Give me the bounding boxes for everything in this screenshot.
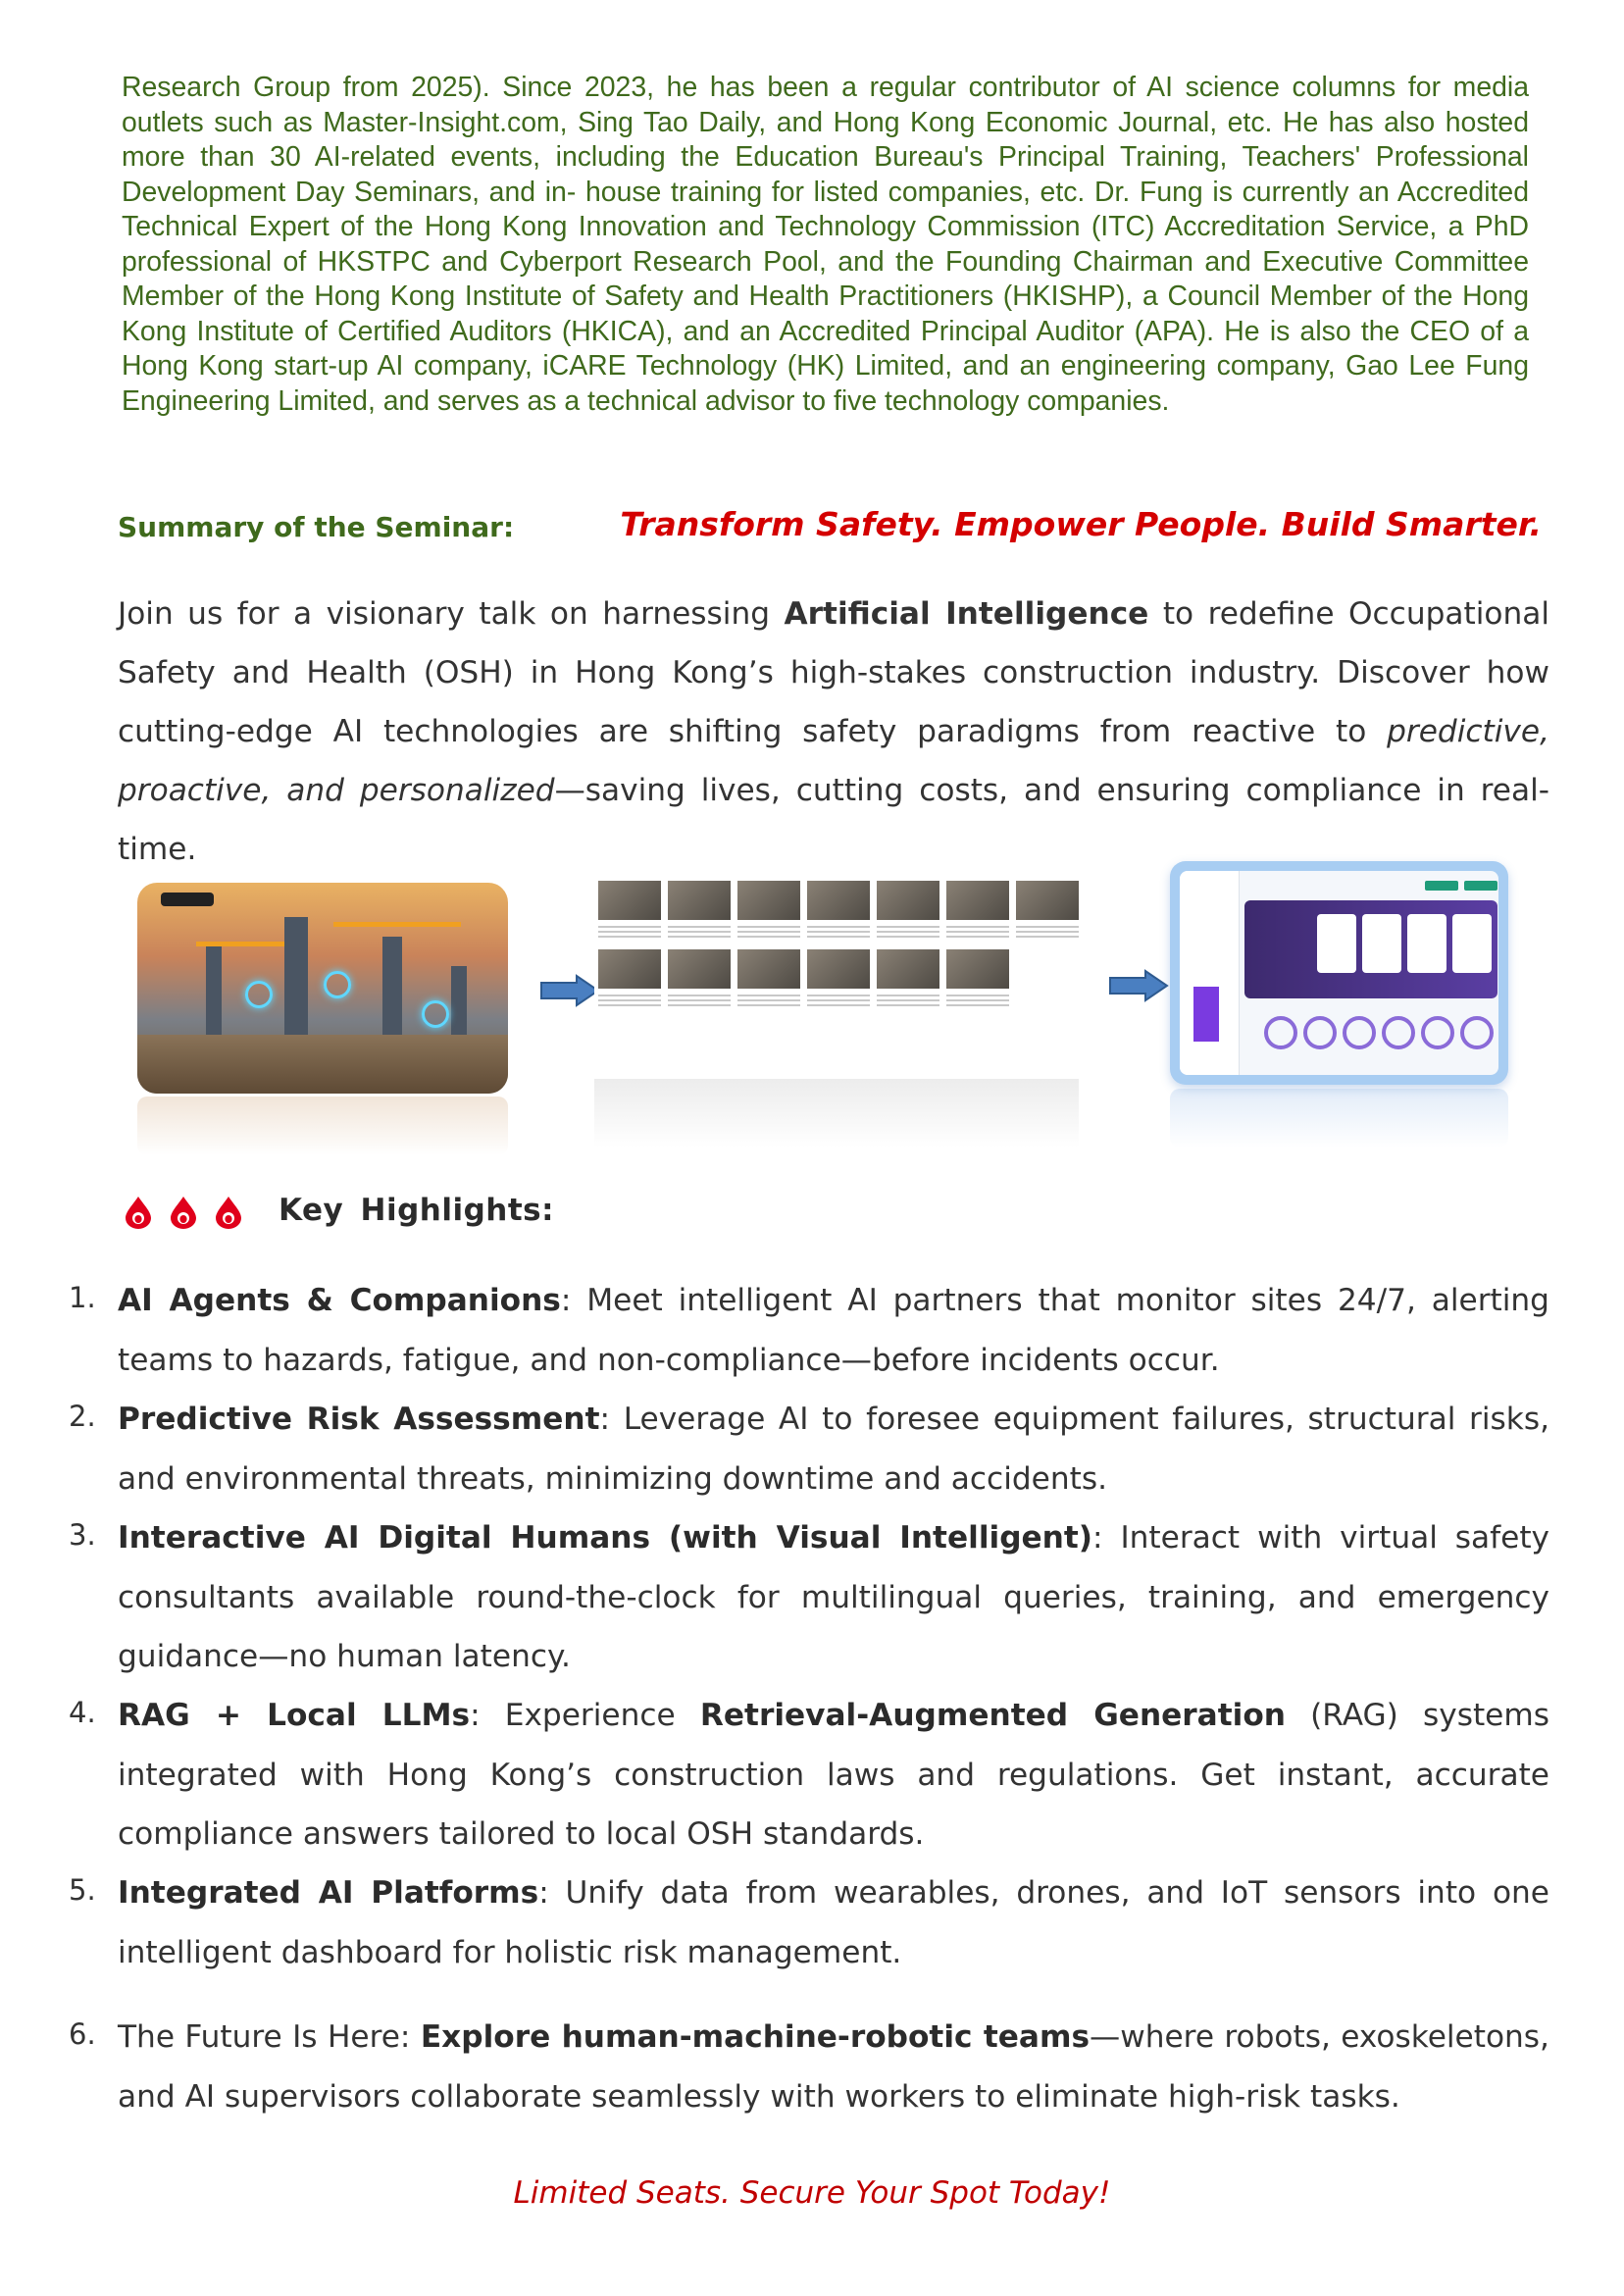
crane-arm: [333, 922, 461, 927]
right-arrow-icon: [1108, 969, 1169, 1002]
dashboard-ring-chart: [1343, 1016, 1376, 1049]
item-title: Interactive AI Digital Humans (with Visual Intelligent): [118, 1520, 1093, 1556]
blood-drop-icon: [122, 1195, 155, 1230]
list-number: 1.: [69, 1281, 96, 1314]
dashboard-sidebar: [1180, 871, 1240, 1075]
list-item-text: [118, 1508, 1549, 1687]
dashboard-button: [1464, 881, 1497, 891]
intro-text-start: Join us for a visionary talk on harnessing: [118, 596, 785, 632]
dashboard-ring-chart: [1264, 1016, 1297, 1049]
item-title: RAG + Local LLMs: [118, 1698, 471, 1733]
list-number: 2.: [69, 1400, 96, 1433]
dashboard-ring-chart: [1303, 1016, 1337, 1049]
hazard-detection-grid-screenshot: [594, 881, 1079, 1077]
site-photo-thumbnail: [668, 881, 731, 920]
site-photo-thumbnail: [1016, 881, 1079, 920]
dashboard-button: [1425, 881, 1458, 891]
site-photo-thumbnail: [598, 949, 661, 989]
intro-text-middle: to redefine Occupational Safety and Health (OSH) in Hong Kong’s high-stakes construction industry. Discover how cutting-edge AI technologies are shifting safety paradigms from reactive to: [118, 596, 1550, 749]
intro-bold-ai: Artificial Intelligence: [784, 596, 1149, 632]
list-number: 4.: [69, 1696, 96, 1729]
dashboard-card: [1362, 914, 1401, 973]
item-description-continued: (RAG) systems integrated with Hong Kong’s construction laws and regulations. Get instant, accurate compliance answers tailored to local OSH standards.: [118, 1698, 1550, 1852]
dashboard-ring-chart: [1460, 1016, 1494, 1049]
drone-graphic: [161, 893, 214, 906]
list-item-text: [118, 2008, 1549, 2126]
list-item-text: [118, 1686, 1549, 1864]
hologram-icon: [422, 1000, 449, 1028]
list-item-text: [118, 1390, 1549, 1508]
blood-drop-icon: [167, 1195, 200, 1230]
list-item-text: [118, 1271, 1549, 1390]
site-photo-thumbnail: [877, 881, 939, 920]
intro-text-end: —saving lives, cutting costs, and ensuring compliance in real-time.: [118, 773, 1549, 867]
list-item-text: [118, 1863, 1549, 1982]
item-title: Explore human-machine-robotic teams: [420, 2019, 1091, 2055]
item-lead: The Future Is Here:: [118, 2019, 421, 2055]
summary-header: [118, 505, 1542, 554]
item-description: : Experience: [470, 1698, 700, 1733]
key-highlights-title: Key Highlights:: [279, 1193, 555, 1228]
hologram-icon: [324, 971, 351, 998]
site-photo-thumbnail: [946, 881, 1009, 920]
hologram-icon: [245, 981, 273, 1008]
item-title: Integrated AI Platforms: [118, 1875, 539, 1911]
site-photo-thumbnail: [807, 881, 870, 920]
intro-italic-phrase: predictive, proactive, and personalized: [118, 714, 1549, 808]
dashboard-screenshot: [1170, 861, 1508, 1085]
item-title: AI Agents & Companions: [118, 1283, 561, 1318]
right-arrow-icon: [539, 974, 600, 1007]
speaker-bio: Research Group from 2025). Since 2023, he has been a regular contributor of AI science columns for media outlets such as Master-Insight.com, Sing Tao Daily, and Hong Kong Economic Journal, etc. He has also hosted more than 30 AI-related events, including the Education Bureau's Principal Training, Teachers' Professional Development Day Seminars, and in- house training for listed companies, etc. Dr. Fung is currently an Accredited Technical Expert of the Hong Kong Innovation and Technology Commission (ITC) Accreditation Service, a PhD professional of HKSTPC and Cyberport Research Pool, and the Founding Chairman and Executive Committee Member of the Hong Kong Institute of Safety and Health Practitioners (HKISHP), a Council Member of the Hong Kong Institute of Certified Auditors (HKICA), and an Accredited Principal Auditor (APA). He is also the CEO of a Hong Kong start-up AI company, iCARE Technology (HK) Limited, and an engineering company, Gao Lee Fung Engineering Limited, and serves as a technical advisor to five technology companies.: [122, 72, 1529, 417]
blood-drop-icon: [212, 1195, 245, 1230]
item-title: Predictive Risk Assessment: [118, 1402, 600, 1437]
site-photo-thumbnail: [598, 881, 661, 920]
list-number: 3.: [69, 1518, 96, 1552]
dashboard-card: [1317, 914, 1356, 973]
summary-label: Summary of the Seminar:: [118, 511, 515, 543]
list-number: 5.: [69, 1873, 96, 1907]
item-description: : Unify data from wearables, drones, and IoT sensors into one intelligent dashboard for holistic risk management.: [118, 1875, 1549, 1970]
construction-ai-illustration: [137, 883, 508, 1094]
intro-paragraph: [118, 585, 1549, 879]
dashboard-card: [1452, 914, 1492, 973]
site-photo-thumbnail: [737, 881, 800, 920]
closing-call-to-action: Limited Seats. Secure Your Spot Today!: [513, 2175, 1111, 2211]
seminar-tagline: Transform Safety. Empower People. Build Smarter.: [620, 505, 1542, 543]
list-number: 6.: [69, 2017, 96, 2051]
dashboard-card: [1407, 914, 1446, 973]
site-photo-thumbnail: [737, 949, 800, 989]
illustration-strip: [0, 853, 1624, 1157]
site-photo-thumbnail: [807, 949, 870, 989]
site-photo-thumbnail: [946, 949, 1009, 989]
site-photo-thumbnail: [668, 949, 731, 989]
image-reflection: [1170, 1089, 1508, 1148]
dashboard-ring-chart: [1421, 1016, 1454, 1049]
site-photo-thumbnail: [877, 949, 939, 989]
item-description: —where robots, exoskeletons, and AI supervisors collaborate seamlessly with workers to eliminate high-risk tasks.: [118, 2019, 1549, 2115]
item-description: : Meet intelligent AI partners that monitor sites 24/7, alerting teams to hazards, fatigue, and non-compliance—before incidents occur.: [118, 1283, 1549, 1378]
item-title-secondary: Retrieval-Augmented Generation: [699, 1698, 1286, 1733]
item-description: : Leverage AI to foresee equipment failures, structural risks, and environmental threats, minimizing downtime and accidents.: [118, 1402, 1549, 1497]
item-description: : Interact with virtual safety consultants available round-the-clock for multilingual queries, training, and emergency guidance—no human latency.: [118, 1520, 1549, 1674]
image-reflection: [594, 1079, 1079, 1148]
crane-arm: [196, 942, 284, 946]
dashboard-purple-panel: [1193, 987, 1219, 1042]
image-reflection: [137, 1097, 508, 1155]
site-ground: [137, 1035, 508, 1094]
dashboard-ring-chart: [1382, 1016, 1415, 1049]
